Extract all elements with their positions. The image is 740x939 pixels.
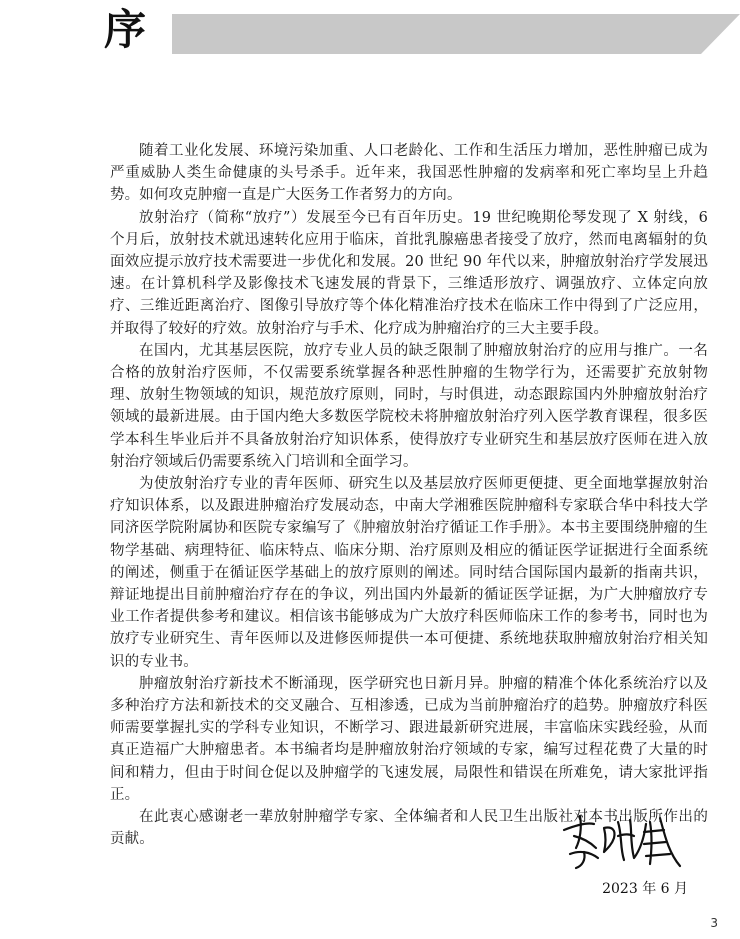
paragraph-1: 随着工业化发展、环境污染加重、人口老龄化、工作和生活压力增加，恶性肿瘤已成为严重威胁人类生命健康的头号杀手。近年来，我国恶性肿瘤的发病率和死亡率均呈上升趋势。如何攻克肿瘤一直是广大医务工作者努力的方向。	[110, 143, 708, 204]
signature-icon	[560, 808, 690, 872]
paragraph-2: 放射治疗（简称“放疗”）发展至今已有百年历史。19 世纪晚期伦琴发现了 X 射线，6 个月后，放射技术就迅速转化应用于临床，首批乳腺癌患者接受了放疗，然而电离辐射的负面效应提示放疗技术需要进一步优化和发展。20 世纪 90 年代以来，肿瘤放射治疗学发展迅速。在计算机科学及影像技术飞速发展的背景下，三维适形放疗、调强放疗、立体定向放疗、三维近距离治疗、图像引导放疗等个体化精准治疗技术在临床工作中得到了广泛应用，并取得了较好的疗效。放射治疗与手术、化疗成为肿瘤治疗的三大主要手段。	[110, 209, 708, 337]
paragraph-6: 在此衷心感谢老一辈放射肿瘤学专家、全体编者和人民卫生出版社对本书出版所作出的贡献。	[110, 809, 708, 848]
page-title: 序	[104, 5, 147, 54]
page-header	[0, 0, 740, 60]
preface-body	[110, 140, 708, 851]
paragraph-3: 在国内，尤其基层医院，放疗专业人员的缺乏限制了肿瘤放射治疗的应用与推广。一名合格的放射治疗医师，不仅需要系统掌握各种恶性肿瘤的生物学行为，还需要扩充放射物理、放射生物领域的知识，规范放疗原则，同时，与时俱进，动态跟踪国内外肿瘤放射治疗领域的最新进展。由于国内绝大多数医学院校未将肿瘤放射治疗列入医学教育课程，很多医学本科生毕业后并不具备放射治疗知识体系，使得放疗专业研究生和基层放疗医师在进入放射治疗领域后仍需要系统入门培训和全面学习。	[110, 342, 708, 470]
date: 2023 年 6 月	[602, 881, 688, 897]
page-number: 3	[710, 916, 718, 930]
paragraph-4: 为使放射治疗专业的青年医师、研究生以及基层放疗医师更便捷、更全面地掌握放射治疗知识体系，以及跟进肿瘤治疗发展动态，中南大学湘雅医院肿瘤科专家联合华中科技大学同济医学院附属协和医院专家编写了《肿瘤放射治疗循证工作手册》。本书主要围绕肿瘤的生物学基础、病理特征、临床特点、临床分期、治疗原则及相应的循证医学证据进行全面系统的阐述，侧重于在循证医学基础上的放疗原则的阐述。同时结合国际国内最新的指南共识，辩证地提出目前肿瘤治疗存在的争议，列出国内外最新的循证医学证据，为广大肿瘤放疗专业工作者提供参考和建议。相信该书能够成为广大放疗科医师临床工作的参考书，同时也为放疗专业研究生、青年医师以及进修医师提供一本可便捷、系统地获取肿瘤放射治疗相关知识的专业书。	[110, 476, 708, 670]
paragraph-5: 肿瘤放射治疗新技术不断涌现，医学研究也日新月异。肿瘤的精准个体化系统治疗以及多种治疗方法和新技术的交叉融合、互相渗透，已成为当前肿瘤治疗的趋势。肿瘤放疗科医师需要掌握扎实的学科专业知识，不断学习、跟进最新研究进展，丰富临床实践经验，从而真正造福广大肿瘤患者。本书编者均是肿瘤放射治疗领域的专家，编写过程花费了大量的时间和精力，但由于时间仓促以及肿瘤学的飞速发展，局限性和错误在所难免，请大家批评指正。	[110, 675, 708, 803]
header-bar	[172, 14, 740, 54]
